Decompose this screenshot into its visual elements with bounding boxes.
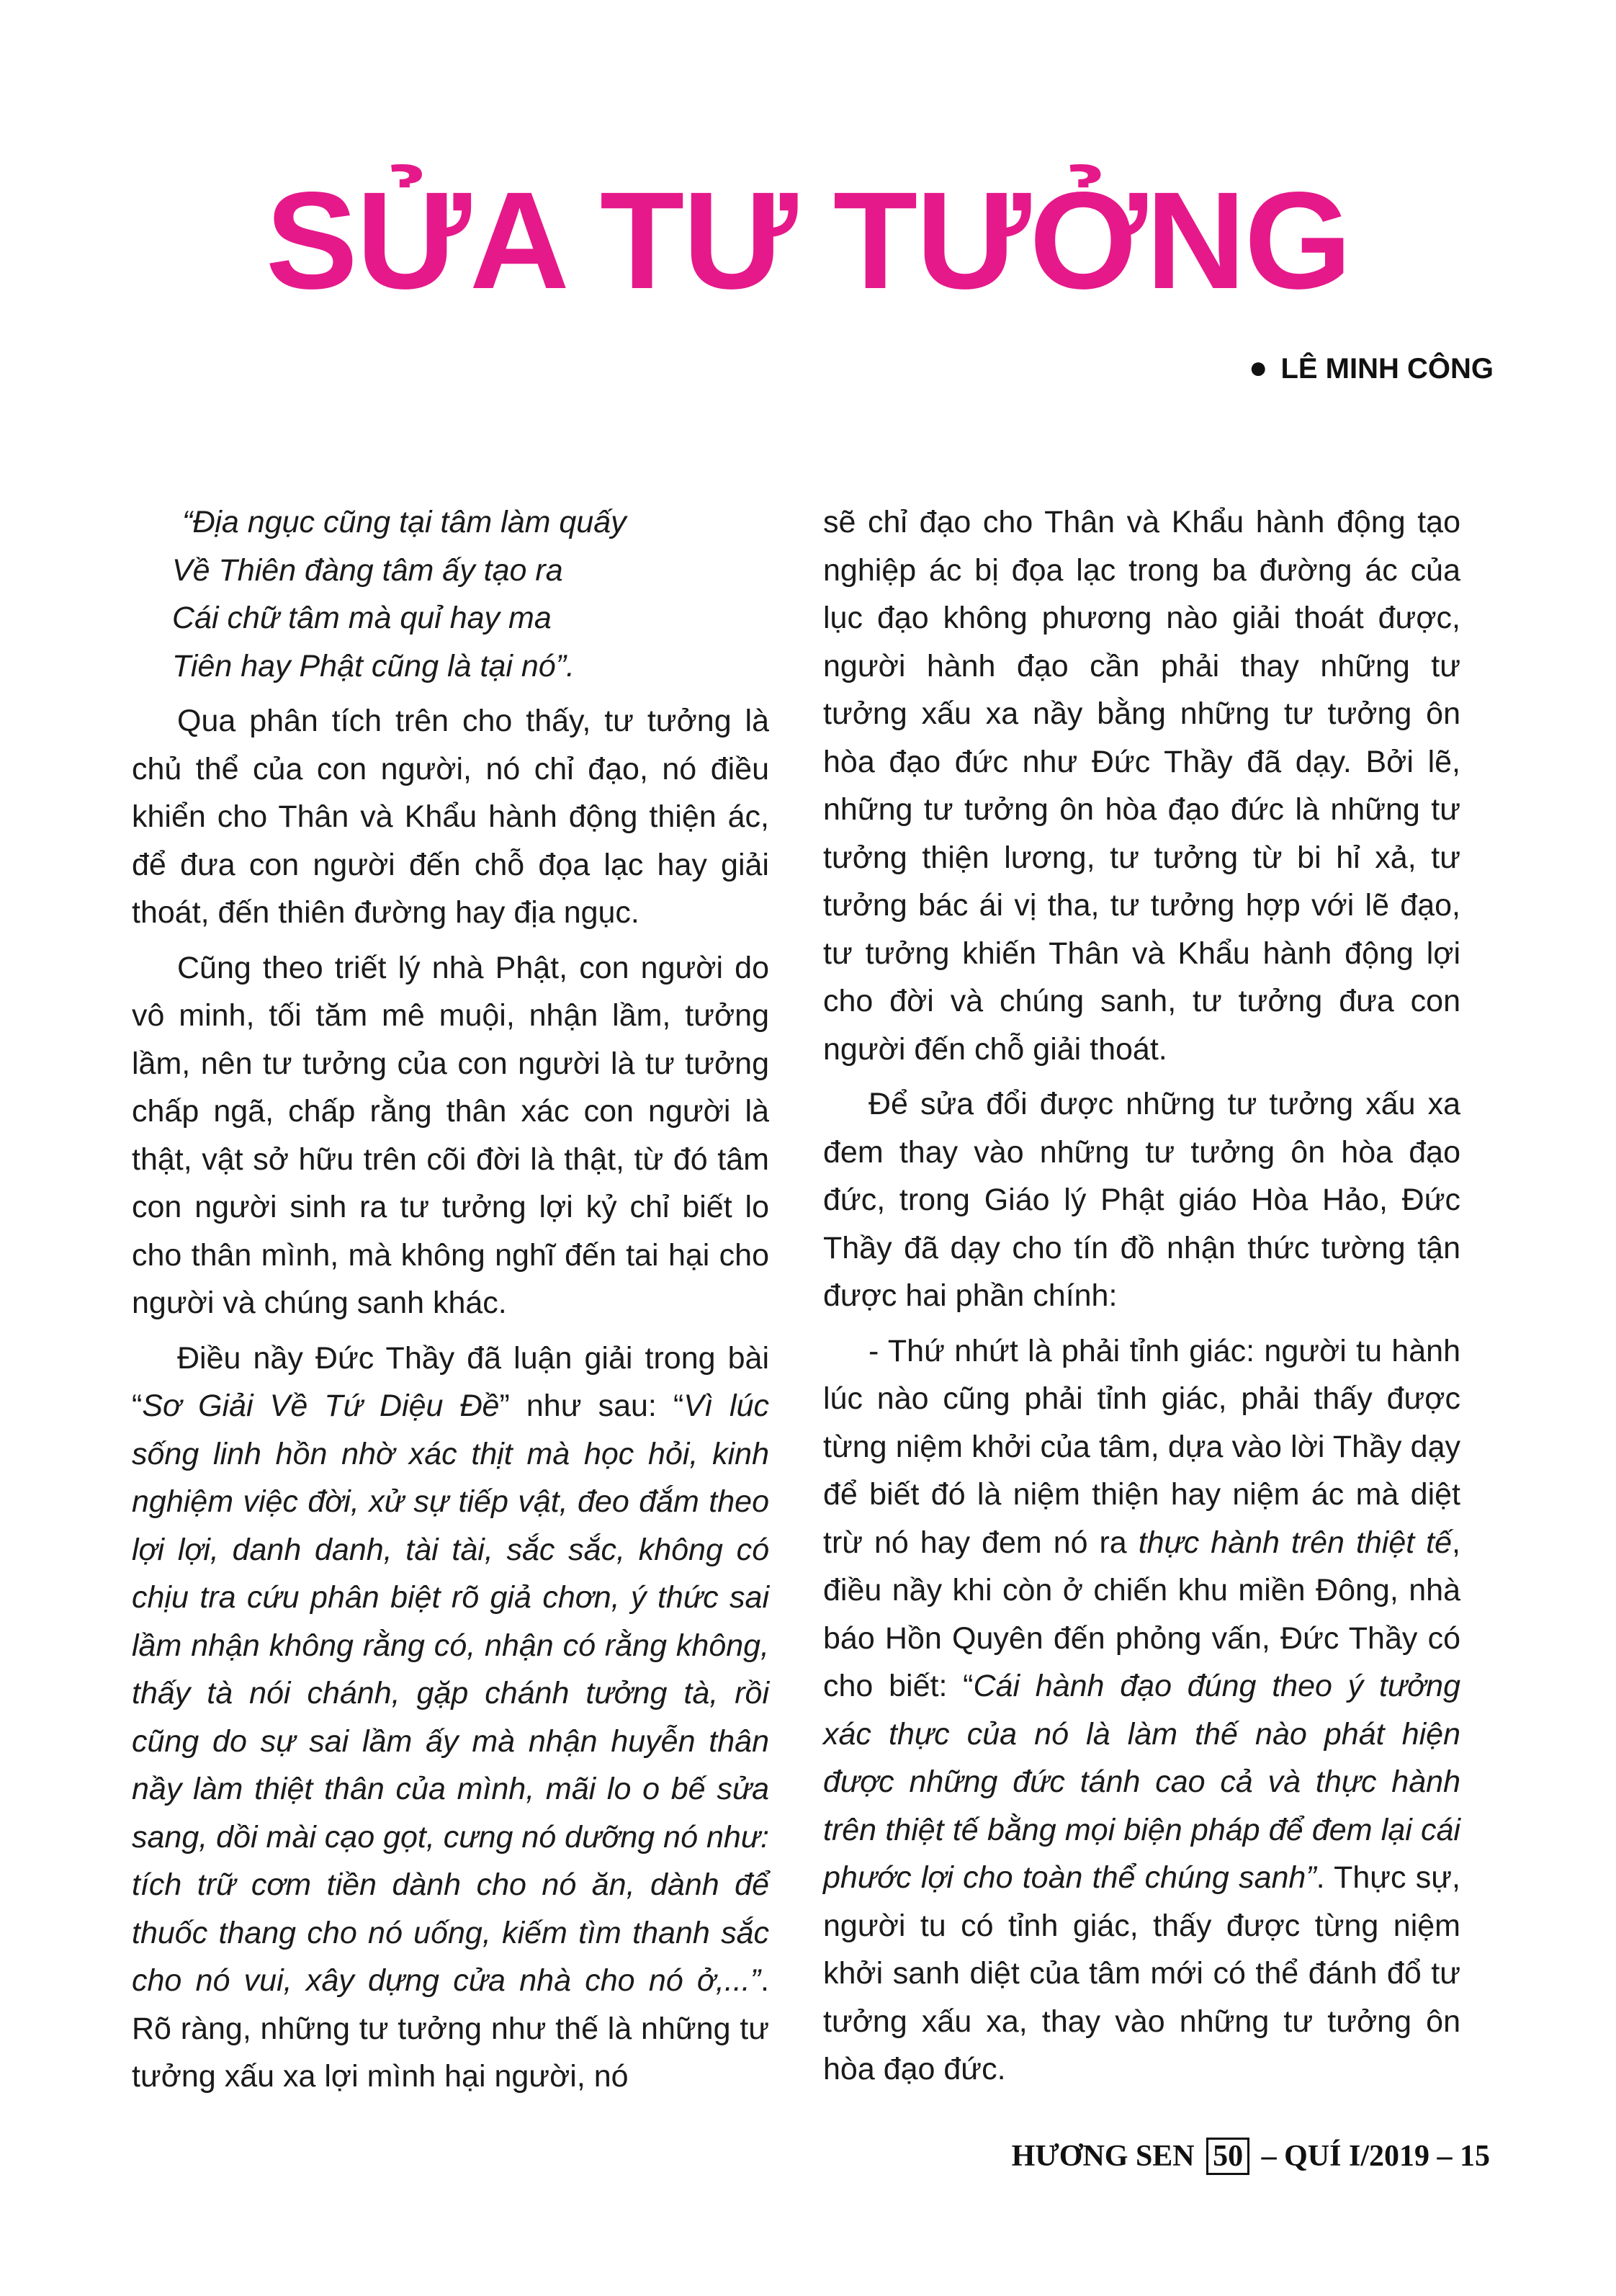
bullet-icon: ● xyxy=(1248,350,1268,385)
text-run: . Rõ ràng, những tư tưởng như thế là những tư tưởng xấu xa lợi mình hại người, nó xyxy=(132,1963,769,2094)
issue-number: 50 xyxy=(1206,2138,1249,2175)
paragraph: Để sửa đổi được những tư tưởng xấu xa đem thay vào những tư tưởng ôn hòa đạo đức, trong Giáo lý Phật giáo Hòa Hảo, Đức Thầy đã dạy cho tín đồ nhận thức tường tận được hai phần chính: xyxy=(823,1087,1460,1313)
paragraph: Qua phân tích trên cho thấy, tư tưởng là chủ thể của con người, nó chỉ đạo, nó điều khiển cho Thân và Khẩu hành động thiện ác, để đưa con người đến chỗ đọa lạc hay giải thoát, đến thiên đường hay địa ngục. xyxy=(132,704,769,930)
paragraph: Cũng theo triết lý nhà Phật, con người do vô minh, tối tăm mê muội, nhận lầm, tưởng lầm, nên tư tưởng của con người là tư tưởng chấp ngã, chấp rằng thân xác con người là thật, vật sở hữu trên cõi đời là thật, từ đó tâm con người sinh ra tư tưởng lợi kỷ chỉ biết lo cho thân mình, mà không nghĩ đến tai hại cho người và chúng sanh khác. xyxy=(132,950,769,1320)
page-number: 15 xyxy=(1460,2140,1490,2173)
poem-quote xyxy=(132,498,769,690)
paragraph: sẽ chỉ đạo cho Thân và Khẩu hành động tạo nghiệp ác bị đọa lạc trong ba đường ác của lục đạo không phương nào giải thoát được, người hành đạo cần phải thay những tư tưởng xấu xa nầy bằng những tư tưởng ôn hòa đạo đức như Đức Thầy đã dạy. Bởi lẽ, những tư tưởng ôn hòa đạo đức là những tư tưởng thiện lương, tư tưởng từ bi hỉ xả, tư tưởng bác ái vị tha, tư tưởng hợp với lẽ đạo, tư tưởng khiến Thân và Khẩu hành động lợi cho đời và chúng sanh, tư tưởng đưa con người đến chỗ giải thoát. xyxy=(823,505,1460,1067)
page-footer xyxy=(1012,2138,1490,2175)
paragraph xyxy=(823,1327,1460,2094)
quotation: Cái hành đạo đúng theo ý tưởng xác thực của nó là làm thế nào phát hiện được những đức tánh cao cả và thực hành trên thiệt tế bằng mọi biện pháp để đem lại cái phước lợi cho toàn thể chúng sanh” xyxy=(823,1669,1460,1895)
poem-line: Cái chữ tâm mà quỉ hay ma xyxy=(172,601,552,635)
poem-line: “Địa ngục cũng tại tâm làm quấy xyxy=(182,505,627,539)
text-run: - Thứ nhứt là phải tỉnh giác: người tu hành lúc nào cũng phải tỉnh giác, phải thấy được từng niệm khởi của tâm, dựa vào lời Thầy dạy để biết đó là niệm thiện hay niệm ác mà diệt trừ nó hay đem nó ra xyxy=(823,1333,1460,1560)
right-column xyxy=(823,498,1460,2101)
author-name: LÊ MINH CÔNG xyxy=(1280,353,1494,385)
magazine-name: HƯƠNG SEN xyxy=(1011,2140,1195,2173)
text-run: , điều nầy khi còn ở chiến khu miền Đông, nhà báo Hồn Quyên đến phỏng vấn, Đức Thầy có cho biết: “ xyxy=(823,1525,1460,1703)
poem-line: Tiên hay Phật cũng là tại nó”. xyxy=(172,648,575,683)
text-run: ” như sau: “ xyxy=(499,1389,684,1423)
text-run: Điều nầy Đức Thầy đã luận giải trong bài “ xyxy=(132,1340,769,1423)
quotation: Vì lúc sống linh hồn nhờ xác thịt mà học hỏi, kinh nghiệm việc đời, xử sự tiếp vật, đeo đắm theo lợi lợi, danh danh, tài tài, sắc sắc, không có chịu tra cứu phân biệt rõ giả chơn, ý thức sai lầm nhận không rằng có, nhận có rằng không, thấy tà nói chánh, gặp chánh tưởng tà, rồi cũng do sự sai lầm ấy mà nhận huyễn thân nầy làm thiệt thân của mình, mãi lo o bế sửa sang, dồi mài cạo gọt, cưng nó dưỡng nó như: tích trữ cơm tiền dành cho nó ăn, dành để thuốc thang cho nó uống, kiếm tìm thanh sắc cho nó vui, xây dựng cửa nhà cho nó ở,...” xyxy=(132,1389,769,1998)
issue-quarter: – QUÍ I/2019 – xyxy=(1261,2140,1453,2173)
quoted-title: Sơ Giải Về Tứ Diệu Đề xyxy=(142,1389,500,1423)
emphasis: thực hành trên thiệt tế xyxy=(1138,1525,1453,1560)
page-title: SỬA TƯ TƯỞNG xyxy=(265,163,1351,318)
text-run: . Thực sự, người tu có tỉnh giác, thấy được từng niệm khởi sanh diệt của tâm mới có thể đánh đổ tư tưởng xấu xa, thay vào những tư tưởng ôn hòa đạo đức. xyxy=(823,1860,1461,2086)
left-column xyxy=(132,498,769,2108)
poem-line: Về Thiên đàng tâm ấy tạo ra xyxy=(172,552,563,588)
paragraph xyxy=(132,1335,769,2101)
author-byline xyxy=(1249,350,1494,386)
